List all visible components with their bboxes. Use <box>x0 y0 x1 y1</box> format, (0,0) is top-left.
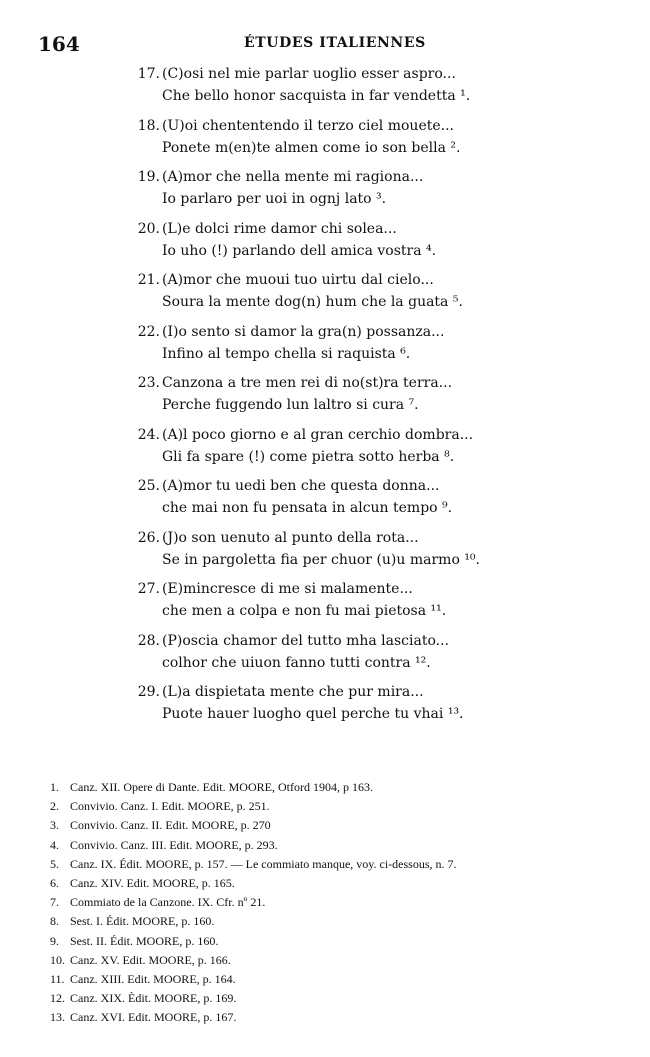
footnote-text: Sest. I. Édit. MOORE, p. 160. <box>70 914 215 929</box>
poem-line-2: colhor che uiuon fanno tutti contra ¹². <box>162 654 431 671</box>
poem-line-2: Io parlaro per uoi in ognj lato ³. <box>162 191 387 207</box>
poem-number: 29. <box>137 684 160 700</box>
footnote-text: Convivio. Canz. I. Edit. MOORE, p. 251. <box>70 799 270 814</box>
footnote <box>50 797 620 816</box>
poem-line-2: Gli fa spare (!) come pietra sotto herba ⁸. <box>162 448 455 465</box>
footnote-text: Commiato de la Canzone. IX. Cfr. nº 21. <box>70 895 266 910</box>
footnotes <box>50 778 620 1028</box>
poem-entry-18 <box>132 118 602 170</box>
poem-line-2: Ponete m(en)te almen come io son bella ². <box>162 139 461 156</box>
poem-line-2: Io uho (!) parlando dell amica vostra ⁴. <box>162 242 437 259</box>
poem-number: 22. <box>137 323 160 340</box>
footnote <box>50 989 620 1008</box>
footnote-text: Sest. II. Édit. MOORE, p. 160. <box>70 933 219 948</box>
running-title: ÉTUDES ITALIENNES <box>244 35 426 51</box>
footnote-number: 11. <box>50 972 65 987</box>
poem-line-1: Canzona a tre men rei di no(st)ra terra... <box>162 375 453 391</box>
footnote-text: Canz. XVI. Edit. MOORE, p. 167. <box>70 1010 237 1025</box>
footnote-number: 9. <box>50 933 59 948</box>
footnote <box>50 951 620 970</box>
poem-entry-29 <box>132 684 602 736</box>
poem-number: 21. <box>137 272 160 288</box>
poem-number: 28. <box>137 632 160 649</box>
poem-line-1: (A)mor che nella mente mi ragiona... <box>162 169 424 185</box>
poem-line-2: Che bello honor sacquista in far vendetta ¹. <box>162 88 471 104</box>
poem-line-2: che men a colpa e non fu mai pietosa ¹¹. <box>162 603 447 619</box>
poem-entry-28 <box>132 633 602 685</box>
poem-line-1: (L)e dolci rime damor chi solea... <box>162 220 397 237</box>
footnote <box>50 970 620 989</box>
poem-entry-24 <box>132 427 602 479</box>
footnote-text: Canz. XIV. Edit. MOORE, p. 165. <box>70 876 235 891</box>
poem-number: 18. <box>137 117 160 134</box>
footnote-text: Canz. XII. Opere di Dante. Edit. MOORE, Otford 1904, p 163. <box>70 780 373 794</box>
footnote-number: 5. <box>50 856 59 871</box>
footnote-number: 3. <box>50 818 59 833</box>
poem-entry-23 <box>132 375 602 427</box>
poem-line-1: (I)o sento si damor la gra(n) possanza... <box>162 323 445 340</box>
footnote-text: Canz. IX. Édit. MOORE, p. 157. — Le commiato manque, voy. ci-dessous, n. 7. <box>70 856 457 871</box>
poem-line-2: Perche fuggendo lun laltro si cura ⁷. <box>162 397 419 413</box>
poem-line-1: (A)mor che muoui tuo uirtu dal cielo... <box>162 272 434 288</box>
poem-line-1: (C)osi nel mie parlar uoglio esser aspro... <box>162 66 456 82</box>
footnote-text: Canz. XV. Edit. MOORE, p. 166. <box>70 952 231 967</box>
footnote <box>50 893 620 912</box>
poem-number: 26. <box>137 529 160 546</box>
poem-entry-26 <box>132 530 602 582</box>
poem-line-2: Soura la mente dog(n) hum che la guata ⁵. <box>162 294 463 310</box>
poem-number: 24. <box>137 426 160 443</box>
footnote <box>50 778 620 797</box>
poem-line-1: (J)o son uenuto al punto della rota... <box>162 529 419 546</box>
footnote-text: Canz. XIII. Edit. MOORE, p. 164. <box>70 972 236 987</box>
poem-entry-19 <box>132 169 602 221</box>
footnote <box>50 1008 620 1027</box>
poem-list <box>132 66 602 736</box>
page-number: 164 <box>38 32 80 56</box>
poem-line-1: (P)oscia chamor del tutto mha lasciato... <box>162 632 449 649</box>
footnote-number: 6. <box>50 876 59 891</box>
poem-line-1: (L)a dispietata mente che pur mira... <box>162 684 424 700</box>
poem-line-1: (A)l poco giorno e al gran cerchio dombra... <box>162 426 474 443</box>
poem-number: 20. <box>137 220 160 237</box>
poem-line-2: Infino al tempo chella si raquista ⁶. <box>162 345 411 362</box>
poem-entry-21 <box>132 272 602 324</box>
footnote-number: 12. <box>50 991 65 1006</box>
footnote <box>50 816 620 835</box>
poem-line-2: Se in pargoletta fia per chuor (u)u marmo ¹⁰. <box>162 551 480 568</box>
poem-number: 19. <box>137 169 160 185</box>
poem-entry-22 <box>132 324 602 376</box>
poem-entry-25 <box>132 478 602 530</box>
footnote <box>50 932 620 951</box>
footnote-number: 4. <box>50 837 59 852</box>
poem-number: 27. <box>137 581 160 597</box>
footnote-text: Convivio. Canz. III. Edit. MOORE, p. 293. <box>70 837 278 852</box>
footnote-number: 7. <box>50 895 59 910</box>
poem-line-2: che mai non fu pensata in alcun tempo ⁹. <box>162 500 453 516</box>
footnote-number: 1. <box>50 780 59 794</box>
poem-line-1: (A)mor tu uedi ben che questa donna... <box>162 478 440 494</box>
poem-line-1: (U)oi chententendo il terzo ciel mouete... <box>162 117 454 134</box>
footnote-number: 2. <box>50 799 59 814</box>
footnote-text: Canz. XIX. Èdit. MOORE, p. 169. <box>70 991 237 1006</box>
footnote <box>50 874 620 893</box>
poem-line-2: Puote hauer luogho quel perche tu vhai ¹³. <box>162 706 464 722</box>
footnote <box>50 855 620 874</box>
footnote <box>50 912 620 931</box>
poem-number: 25. <box>137 478 160 494</box>
poem-entry-27 <box>132 581 602 633</box>
footnote-number: 13. <box>50 1010 65 1025</box>
poem-number: 23. <box>137 375 160 391</box>
footnote <box>50 836 620 855</box>
poem-entry-20 <box>132 221 602 273</box>
footnote-number: 8. <box>50 914 59 929</box>
poem-number: 17. <box>137 66 160 82</box>
poem-line-1: (E)mincresce di me si malamente... <box>162 581 413 597</box>
footnote-text: Convivio. Canz. II. Edit. MOORE, p. 270 <box>70 818 271 833</box>
poem-entry-17 <box>132 66 602 118</box>
footnote-number: 10. <box>50 952 65 967</box>
